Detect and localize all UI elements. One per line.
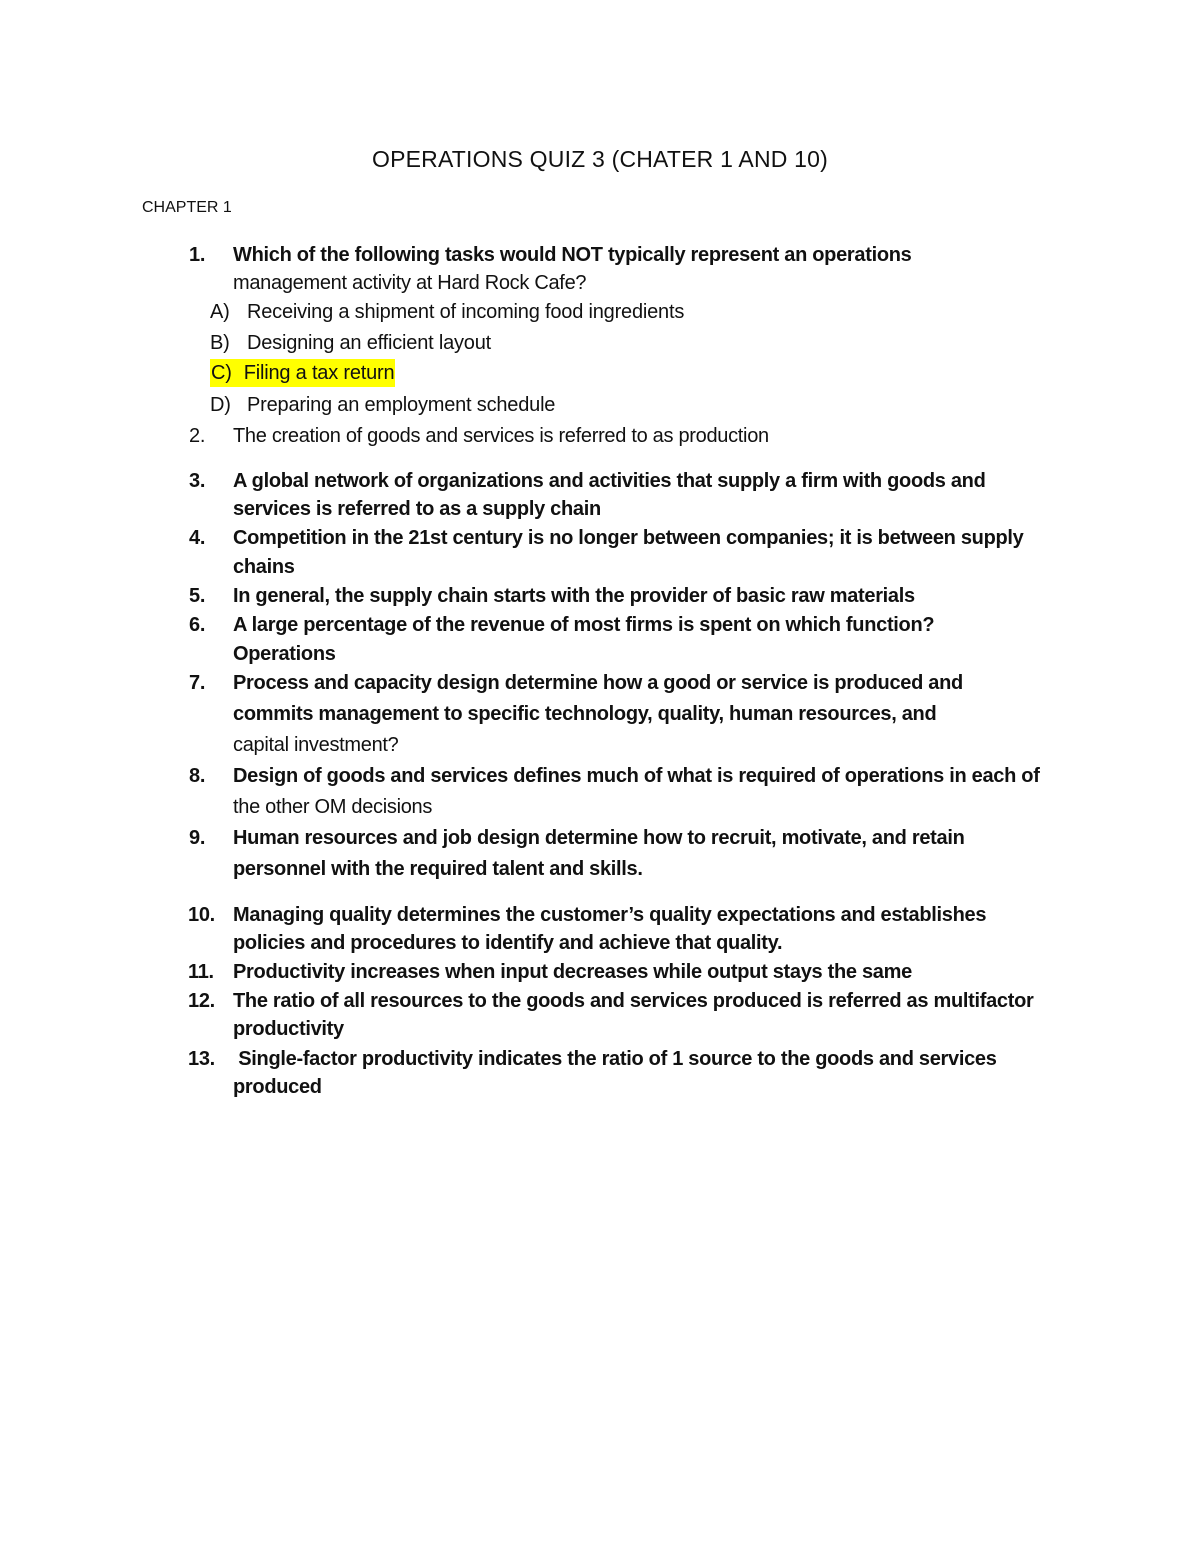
highlight-mark xyxy=(210,359,395,387)
answer-option xyxy=(210,390,555,420)
question-item-continued xyxy=(189,268,1089,298)
answer-option-highlighted xyxy=(210,359,395,387)
question-item xyxy=(189,582,1089,611)
question-text-line: Human resources and job design determine how to recruit, motivate, and retain xyxy=(233,827,965,849)
option-text: Receiving a shipment of incoming food ingredients xyxy=(247,301,685,323)
question-number: 3. xyxy=(189,470,206,492)
question-number: 8. xyxy=(189,765,206,787)
option-letter: B) xyxy=(210,332,230,354)
question-text-line: Which of the following tasks would NOT typically represent an operations xyxy=(233,244,912,266)
option-letter: C) xyxy=(211,362,232,384)
document-title: OPERATIONS QUIZ 3 (CHATER 1 AND 10) xyxy=(371,146,828,172)
question-number: 6. xyxy=(189,614,206,636)
question-number: 10. xyxy=(188,904,215,926)
question-number: 4. xyxy=(189,527,206,549)
question-text-line: policies and procedures to identify and achieve that quality. xyxy=(233,932,783,954)
question-text-line: produced xyxy=(233,1076,322,1098)
question-text-line: Productivity increases when input decreases while output stays the same xyxy=(233,961,912,983)
question-text-line: personnel with the required talent and skills. xyxy=(233,858,643,880)
question-number: 7. xyxy=(189,672,206,694)
question-number: 2. xyxy=(189,425,206,447)
chapter-heading: CHAPTER 1 xyxy=(142,199,232,216)
question-item xyxy=(189,987,1089,1043)
option-letter: D) xyxy=(210,394,231,416)
question-text-line: Competition in the 21st century is no longer between companies; it is between supply xyxy=(233,527,1024,549)
question-number: 12. xyxy=(188,990,215,1012)
question-text-line: Single-factor productivity indicates the ratio of 1 source to the goods and services xyxy=(233,1048,997,1070)
option-letter: A) xyxy=(210,301,230,323)
question-text-line: A large percentage of the revenue of most firms is spent on which function? xyxy=(233,614,935,636)
question-item xyxy=(189,467,1089,523)
question-text-line: chains xyxy=(233,556,295,578)
question-number: 13. xyxy=(188,1048,215,1070)
answer-option xyxy=(210,297,684,327)
question-text-line: In general, the supply chain starts with the provider of basic raw materials xyxy=(233,585,915,607)
question-item xyxy=(189,668,1089,761)
option-text: Filing a tax return xyxy=(243,362,395,384)
question-item xyxy=(189,611,1089,669)
question-text-line: the other OM decisions xyxy=(233,796,433,818)
question-text-line: commits management to specific technology, quality, human resources, and xyxy=(233,703,937,725)
question-item xyxy=(189,958,1089,987)
question-number: 5. xyxy=(189,585,206,607)
question-item xyxy=(189,240,1089,270)
question-text-line: Process and capacity design determine how a good or service is produced and xyxy=(233,672,963,694)
question-number: 9. xyxy=(189,827,206,849)
option-text: Preparing an employment schedule xyxy=(247,394,556,416)
question-text-line: A global network of organizations and activities that supply a firm with goods and xyxy=(233,470,986,492)
question-text-line: services is referred to as a supply chain xyxy=(233,498,601,520)
question-number: 1. xyxy=(189,244,206,266)
question-number: 11. xyxy=(188,961,214,983)
question-text-line: Design of goods and services defines much of what is required of operations in each of xyxy=(233,765,1040,787)
question-text-line: Managing quality determines the customer’s quality expectations and establishes xyxy=(233,904,987,926)
question-text-line: capital investment? xyxy=(233,734,399,756)
question-item xyxy=(189,823,1089,885)
option-text: Designing an efficient layout xyxy=(247,332,491,354)
question-text-line: The ratio of all resources to the goods and services produced is referred as multifactor xyxy=(233,990,1034,1012)
question-item xyxy=(189,421,1089,451)
question-item xyxy=(189,761,1089,823)
answer-option xyxy=(210,328,491,358)
question-item xyxy=(189,524,1089,582)
question-item xyxy=(189,901,1089,957)
question-text-line: productivity xyxy=(233,1018,344,1040)
question-text-line: Operations xyxy=(233,643,336,665)
question-text-line: management activity at Hard Rock Cafe? xyxy=(233,272,587,294)
question-item xyxy=(189,1045,1089,1101)
question-text-line: The creation of goods and services is referred to as production xyxy=(233,425,769,447)
